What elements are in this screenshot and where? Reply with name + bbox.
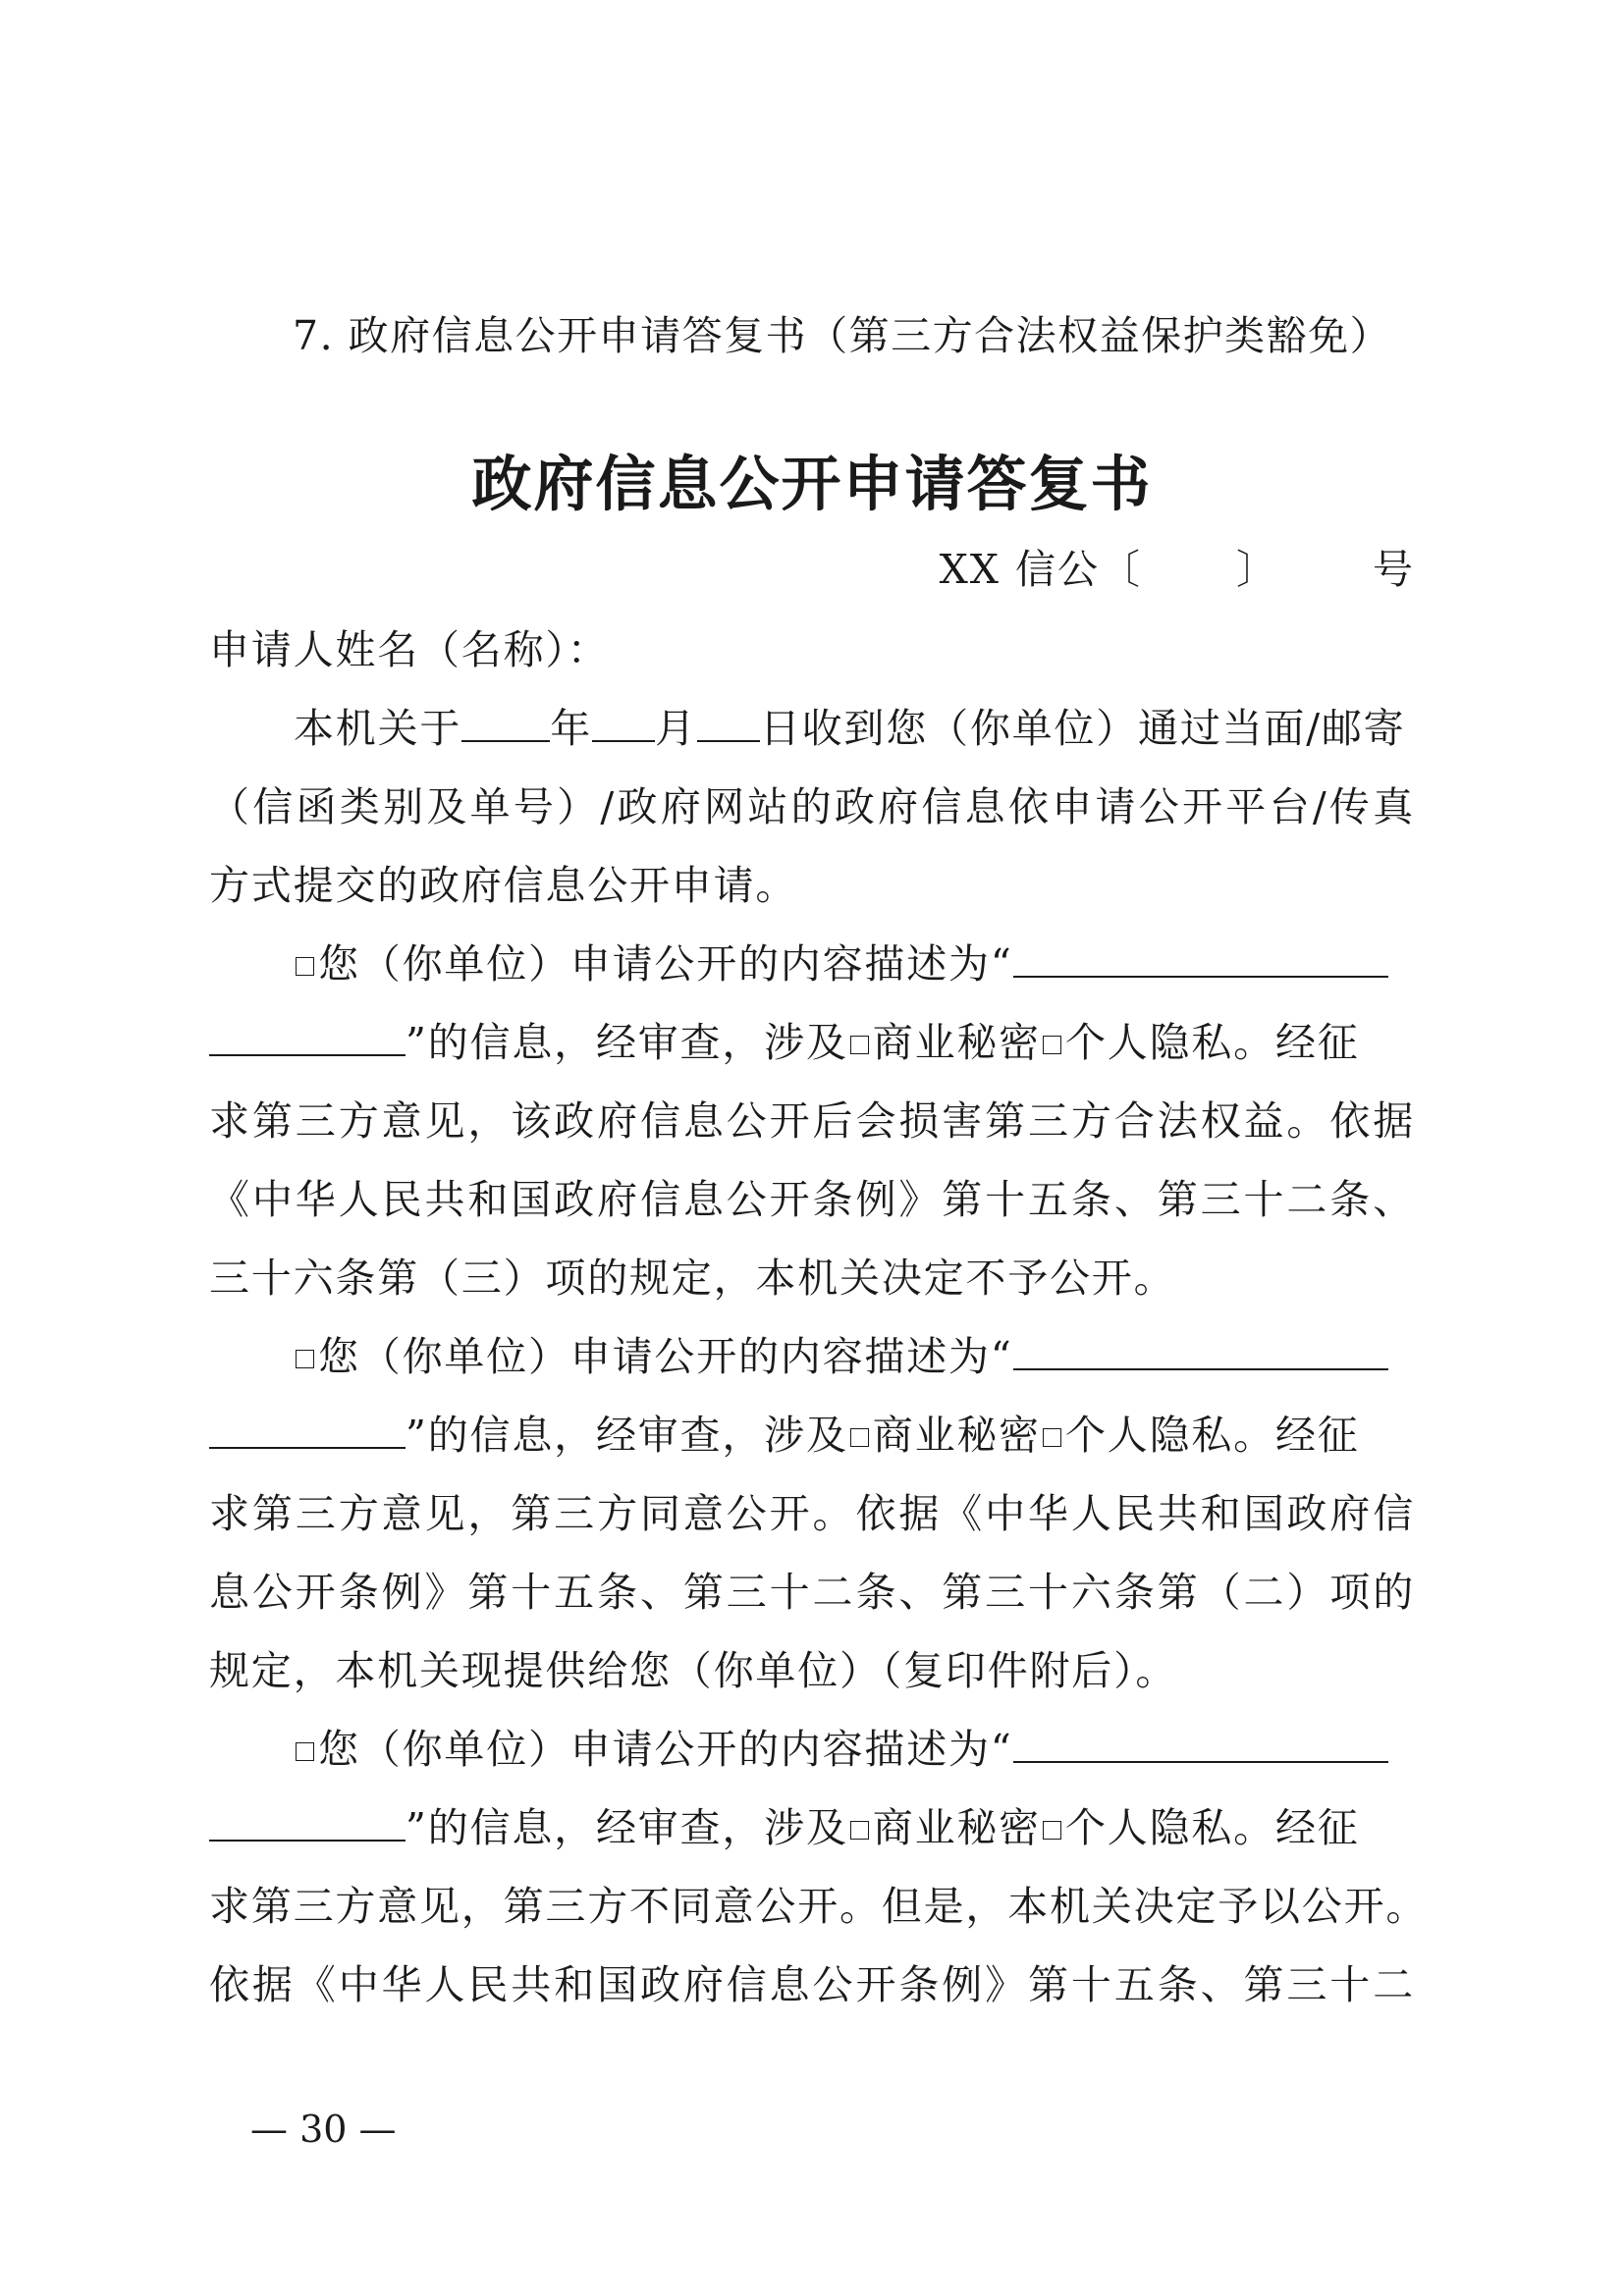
option-1-line-3: 求第三方意见，该政府信息公开后会损害第三方合法权益。依据 <box>209 1097 1415 1145</box>
doc-number-bracket-close: 〕 <box>1236 546 1278 593</box>
option-3-trade-secret-label: 商业秘密 <box>872 1804 1041 1851</box>
option-3-line-1 <box>294 1726 1415 1773</box>
intro-line-1 <box>294 705 1415 752</box>
section-heading: 7. 政府信息公开申请答复书（第三方合法权益保护类豁免） <box>293 312 1392 359</box>
option-1-line-1 <box>294 940 1415 988</box>
day-blank <box>697 711 760 742</box>
option-2-privacy-label: 个人隐私。经征 <box>1064 1412 1360 1459</box>
doc-number-suffix: 号 <box>1373 546 1415 593</box>
option-2-review: ”的信息，经审查，涉及 <box>406 1412 848 1459</box>
year-label: 年 <box>550 705 593 752</box>
month-label: 月 <box>655 705 697 752</box>
option-1-review: ”的信息，经审查，涉及 <box>406 1019 848 1066</box>
option-2-trade-secret-label: 商业秘密 <box>872 1412 1041 1459</box>
intro-line-3: 方式提交的政府信息公开申请。 <box>209 862 798 909</box>
document-number <box>939 546 1415 593</box>
option-1-line-4: 《中华人民共和国政府信息公开条例》第十五条、第三十二条、 <box>209 1176 1415 1223</box>
option-3-line-2 <box>209 1804 1415 1851</box>
option-3-privacy-checkbox[interactable] <box>1043 1821 1061 1840</box>
option-1-description-blank <box>1013 946 1388 978</box>
option-2-privacy-checkbox[interactable] <box>1043 1428 1061 1447</box>
option-1-lead: 您（你单位）申请公开的内容描述为“ <box>318 940 1013 988</box>
intro-prefix: 本机关于 <box>294 705 462 752</box>
year-blank <box>461 711 550 742</box>
page-title: 政府信息公开申请答复书 <box>471 450 1153 519</box>
salutation: 申请人姓名（名称）： <box>209 626 610 673</box>
option-2-checkbox[interactable] <box>296 1350 314 1368</box>
option-3-checkbox[interactable] <box>296 1742 314 1761</box>
page-number: — 30 — <box>250 2108 397 2151</box>
option-1-line-5: 三十六条第（三）项的规定，本机关决定不予公开。 <box>209 1255 1176 1302</box>
option-3-privacy-label: 个人隐私。经征 <box>1064 1804 1360 1851</box>
option-3-line-3: 求第三方意见，第三方不同意公开。但是，本机关决定予以公开。 <box>209 1883 1429 1930</box>
option-1-trade-secret-checkbox[interactable] <box>850 1036 869 1054</box>
option-2-line-2 <box>209 1412 1415 1459</box>
option-2-description-blank-cont <box>209 1417 406 1449</box>
option-1-line-2 <box>209 1019 1415 1066</box>
option-2-line-1 <box>294 1333 1415 1380</box>
intro-day-rest: 日收到您（你单位）通过当面/邮寄 <box>759 705 1406 752</box>
option-1-description-blank-cont <box>209 1025 406 1056</box>
option-1-trade-secret-label: 商业秘密 <box>872 1019 1041 1066</box>
option-2-line-3: 求第三方意见，第三方同意公开。依据《中华人民共和国政府信 <box>209 1490 1415 1537</box>
intro-line-2: （信函类别及单号）/政府网站的政府信息依申请公开平台/传真 <box>209 783 1415 830</box>
doc-number-prefix: XX 信公〔 <box>939 546 1142 593</box>
option-1-privacy-checkbox[interactable] <box>1043 1036 1061 1054</box>
option-1-privacy-label: 个人隐私。经征 <box>1064 1019 1360 1066</box>
option-2-description-blank <box>1013 1339 1388 1370</box>
option-2-trade-secret-checkbox[interactable] <box>850 1428 869 1447</box>
option-2-line-5: 规定，本机关现提供给您（你单位）（复印件附后）。 <box>209 1647 1178 1694</box>
option-3-trade-secret-checkbox[interactable] <box>850 1821 869 1840</box>
option-3-description-blank <box>1013 1732 1388 1763</box>
option-3-review: ”的信息，经审查，涉及 <box>406 1804 848 1851</box>
option-3-line-4: 依据《中华人民共和国政府信息公开条例》第十五条、第三十二 <box>209 1961 1415 2008</box>
month-blank <box>592 711 655 742</box>
option-2-lead: 您（你单位）申请公开的内容描述为“ <box>318 1333 1013 1380</box>
option-1-checkbox[interactable] <box>296 957 314 976</box>
option-3-description-blank-cont <box>209 1810 406 1842</box>
option-3-lead: 您（你单位）申请公开的内容描述为“ <box>318 1726 1013 1773</box>
option-2-line-4: 息公开条例》第十五条、第三十二条、第三十六条第（二）项的 <box>209 1569 1415 1616</box>
